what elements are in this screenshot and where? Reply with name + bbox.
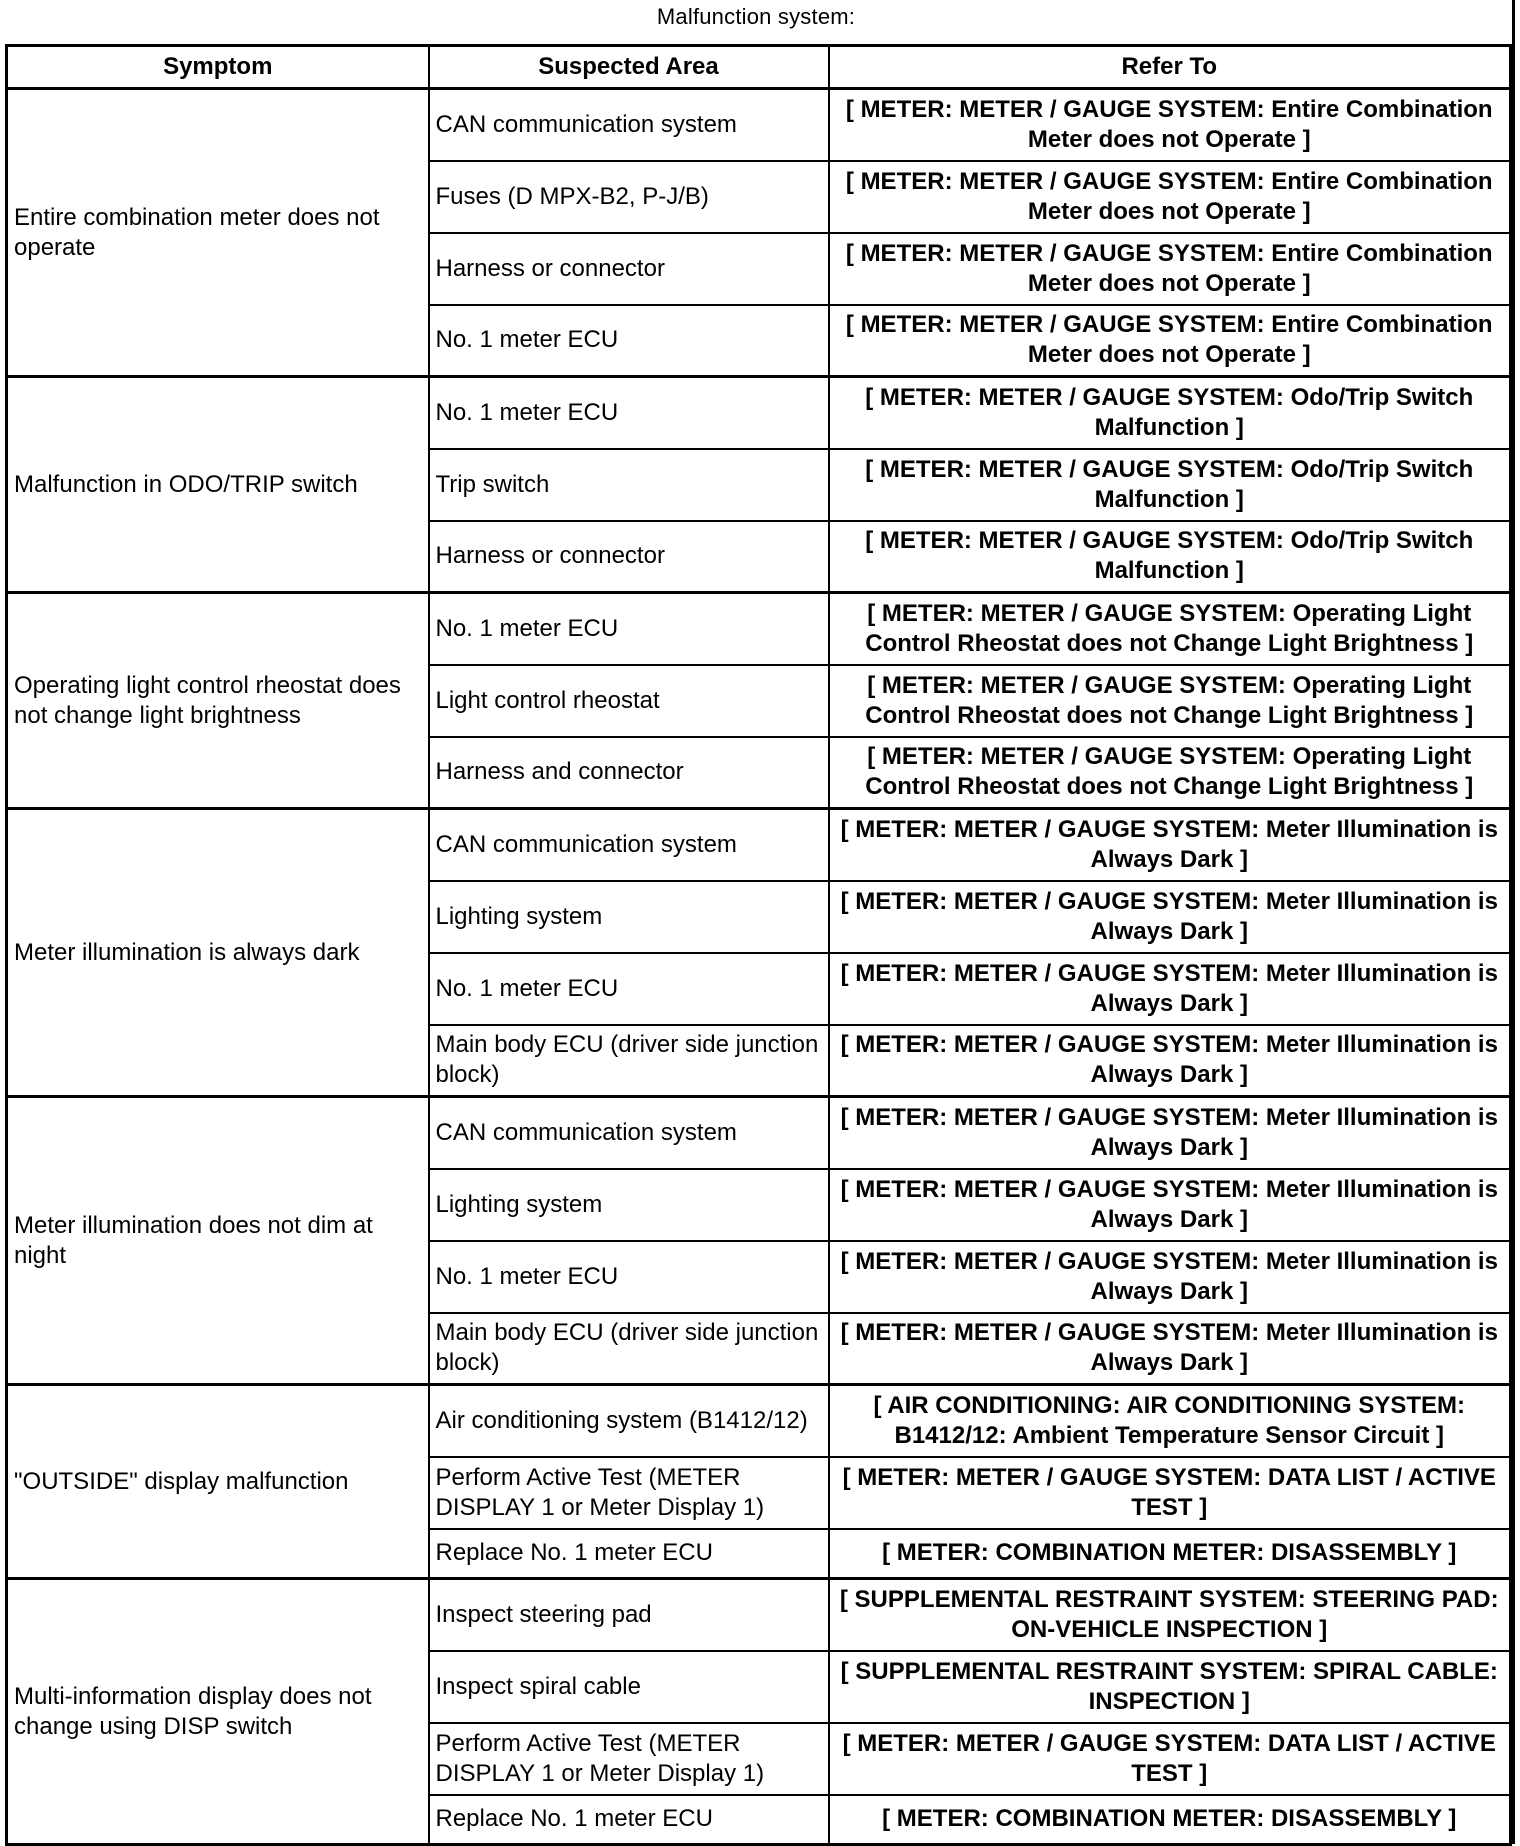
refer-to-link[interactable]: [ SUPPLEMENTAL RESTRAINT SYSTEM: STEERING PAD: ON-VEHICLE INSPECTION ] <box>829 1579 1511 1651</box>
suspected-area-cell: Perform Active Test (METER DISPLAY 1 or Meter Display 1) <box>429 1457 829 1529</box>
refer-to-link[interactable]: [ METER: METER / GAUGE SYSTEM: Odo/Trip Switch Malfunction ] <box>829 521 1511 593</box>
refer-to-link[interactable]: [ METER: METER / GAUGE SYSTEM: Entire Combination Meter does not Operate ] <box>829 161 1511 233</box>
refer-to-link[interactable]: [ METER: METER / GAUGE SYSTEM: Odo/Trip Switch Malfunction ] <box>829 377 1511 449</box>
header-symptom: Symptom <box>7 46 429 89</box>
suspected-area-cell: No. 1 meter ECU <box>429 1241 829 1313</box>
refer-to-link[interactable]: [ METER: METER / GAUGE SYSTEM: Meter Illumination is Always Dark ] <box>829 1241 1511 1313</box>
table-row <box>7 377 1511 449</box>
suspected-area-cell: Lighting system <box>429 881 829 953</box>
suspected-area-cell: Air conditioning system (B1412/12) <box>429 1385 829 1457</box>
table-row <box>7 1579 1511 1651</box>
symptom-cell: Meter illumination does not dim at night <box>7 1097 429 1385</box>
table-caption: Malfunction system: <box>656 4 856 29</box>
refer-to-link[interactable]: [ METER: METER / GAUGE SYSTEM: Meter Illumination is Always Dark ] <box>829 1097 1511 1169</box>
symptom-cell: Meter illumination is always dark <box>7 809 429 1097</box>
refer-to-link[interactable]: [ AIR CONDITIONING: AIR CONDITIONING SYSTEM: B1412/12: Ambient Temperature Sensor Circuit ] <box>829 1385 1511 1457</box>
refer-to-link[interactable]: [ METER: METER / GAUGE SYSTEM: Meter Illumination is Always Dark ] <box>829 1025 1511 1097</box>
refer-to-link[interactable]: [ METER: METER / GAUGE SYSTEM: Meter Illumination is Always Dark ] <box>829 953 1511 1025</box>
refer-to-link[interactable]: [ METER: METER / GAUGE SYSTEM: Meter Illumination is Always Dark ] <box>829 809 1511 881</box>
suspected-area-cell: Replace No. 1 meter ECU <box>429 1795 829 1845</box>
suspected-area-cell: Fuses (D MPX-B2, P-J/B) <box>429 161 829 233</box>
table-row <box>7 593 1511 665</box>
suspected-area-cell: CAN communication system <box>429 809 829 881</box>
suspected-area-cell: No. 1 meter ECU <box>429 953 829 1025</box>
refer-to-link[interactable]: [ METER: METER / GAUGE SYSTEM: Entire Combination Meter does not Operate ] <box>829 89 1511 161</box>
refer-to-link[interactable]: [ METER: METER / GAUGE SYSTEM: Odo/Trip Switch Malfunction ] <box>829 449 1511 521</box>
refer-to-link[interactable]: [ METER: METER / GAUGE SYSTEM: Operating Light Control Rheostat does not Change Light Brightness ] <box>829 593 1511 665</box>
suspected-area-cell: Replace No. 1 meter ECU <box>429 1529 829 1579</box>
suspected-area-cell: Inspect spiral cable <box>429 1651 829 1723</box>
refer-to-link[interactable]: [ METER: COMBINATION METER: DISASSEMBLY ] <box>829 1529 1511 1579</box>
refer-to-link[interactable]: [ METER: METER / GAUGE SYSTEM: Entire Combination Meter does not Operate ] <box>829 233 1511 305</box>
suspected-area-cell: Main body ECU (driver side junction block) <box>429 1025 829 1097</box>
suspected-area-cell: No. 1 meter ECU <box>429 305 829 377</box>
table-row <box>7 89 1511 161</box>
malfunction-table <box>5 44 1512 1846</box>
suspected-area-cell: Perform Active Test (METER DISPLAY 1 or Meter Display 1) <box>429 1723 829 1795</box>
table-row <box>7 1097 1511 1169</box>
refer-to-link[interactable]: [ METER: METER / GAUGE SYSTEM: Meter Illumination is Always Dark ] <box>829 1313 1511 1385</box>
symptom-cell: Malfunction in ODO/TRIP switch <box>7 377 429 593</box>
refer-to-link[interactable]: [ METER: METER / GAUGE SYSTEM: DATA LIST / ACTIVE TEST ] <box>829 1723 1511 1795</box>
suspected-area-cell: Lighting system <box>429 1169 829 1241</box>
suspected-area-cell: Light control rheostat <box>429 665 829 737</box>
suspected-area-cell: CAN communication system <box>429 1097 829 1169</box>
refer-to-link[interactable]: [ METER: METER / GAUGE SYSTEM: Entire Combination Meter does not Operate ] <box>829 305 1511 377</box>
suspected-area-cell: Harness or connector <box>429 233 829 305</box>
refer-to-link[interactable]: [ METER: COMBINATION METER: DISASSEMBLY ] <box>829 1795 1511 1845</box>
header-suspected-area: Suspected Area <box>429 46 829 89</box>
suspected-area-cell: Inspect steering pad <box>429 1579 829 1651</box>
symptom-cell: "OUTSIDE" display malfunction <box>7 1385 429 1579</box>
header-refer-to: Refer To <box>829 46 1511 89</box>
symptom-cell: Operating light control rheostat does not change light brightness <box>7 593 429 809</box>
refer-to-link[interactable]: [ METER: METER / GAUGE SYSTEM: Meter Illumination is Always Dark ] <box>829 1169 1511 1241</box>
refer-to-link[interactable]: [ METER: METER / GAUGE SYSTEM: Meter Illumination is Always Dark ] <box>829 881 1511 953</box>
suspected-area-cell: No. 1 meter ECU <box>429 593 829 665</box>
table-body <box>7 89 1511 1845</box>
symptom-cell: Entire combination meter does not operate <box>7 89 429 377</box>
refer-to-link[interactable]: [ METER: METER / GAUGE SYSTEM: Operating Light Control Rheostat does not Change Light Brightness ] <box>829 665 1511 737</box>
symptom-cell: Multi-information display does not change using DISP switch <box>7 1579 429 1845</box>
refer-to-link[interactable]: [ METER: METER / GAUGE SYSTEM: DATA LIST / ACTIVE TEST ] <box>829 1457 1511 1529</box>
suspected-area-cell: Trip switch <box>429 449 829 521</box>
suspected-area-cell: CAN communication system <box>429 89 829 161</box>
suspected-area-cell: Harness and connector <box>429 737 829 809</box>
suspected-area-cell: No. 1 meter ECU <box>429 377 829 449</box>
suspected-area-cell: Harness or connector <box>429 521 829 593</box>
refer-to-link[interactable]: [ METER: METER / GAUGE SYSTEM: Operating Light Control Rheostat does not Change Light Brightness ] <box>829 737 1511 809</box>
table-row <box>7 809 1511 881</box>
table-row <box>7 1385 1511 1457</box>
refer-to-link[interactable]: [ SUPPLEMENTAL RESTRAINT SYSTEM: SPIRAL CABLE: INSPECTION ] <box>829 1651 1511 1723</box>
header-row <box>7 46 1511 89</box>
suspected-area-cell: Main body ECU (driver side junction block) <box>429 1313 829 1385</box>
